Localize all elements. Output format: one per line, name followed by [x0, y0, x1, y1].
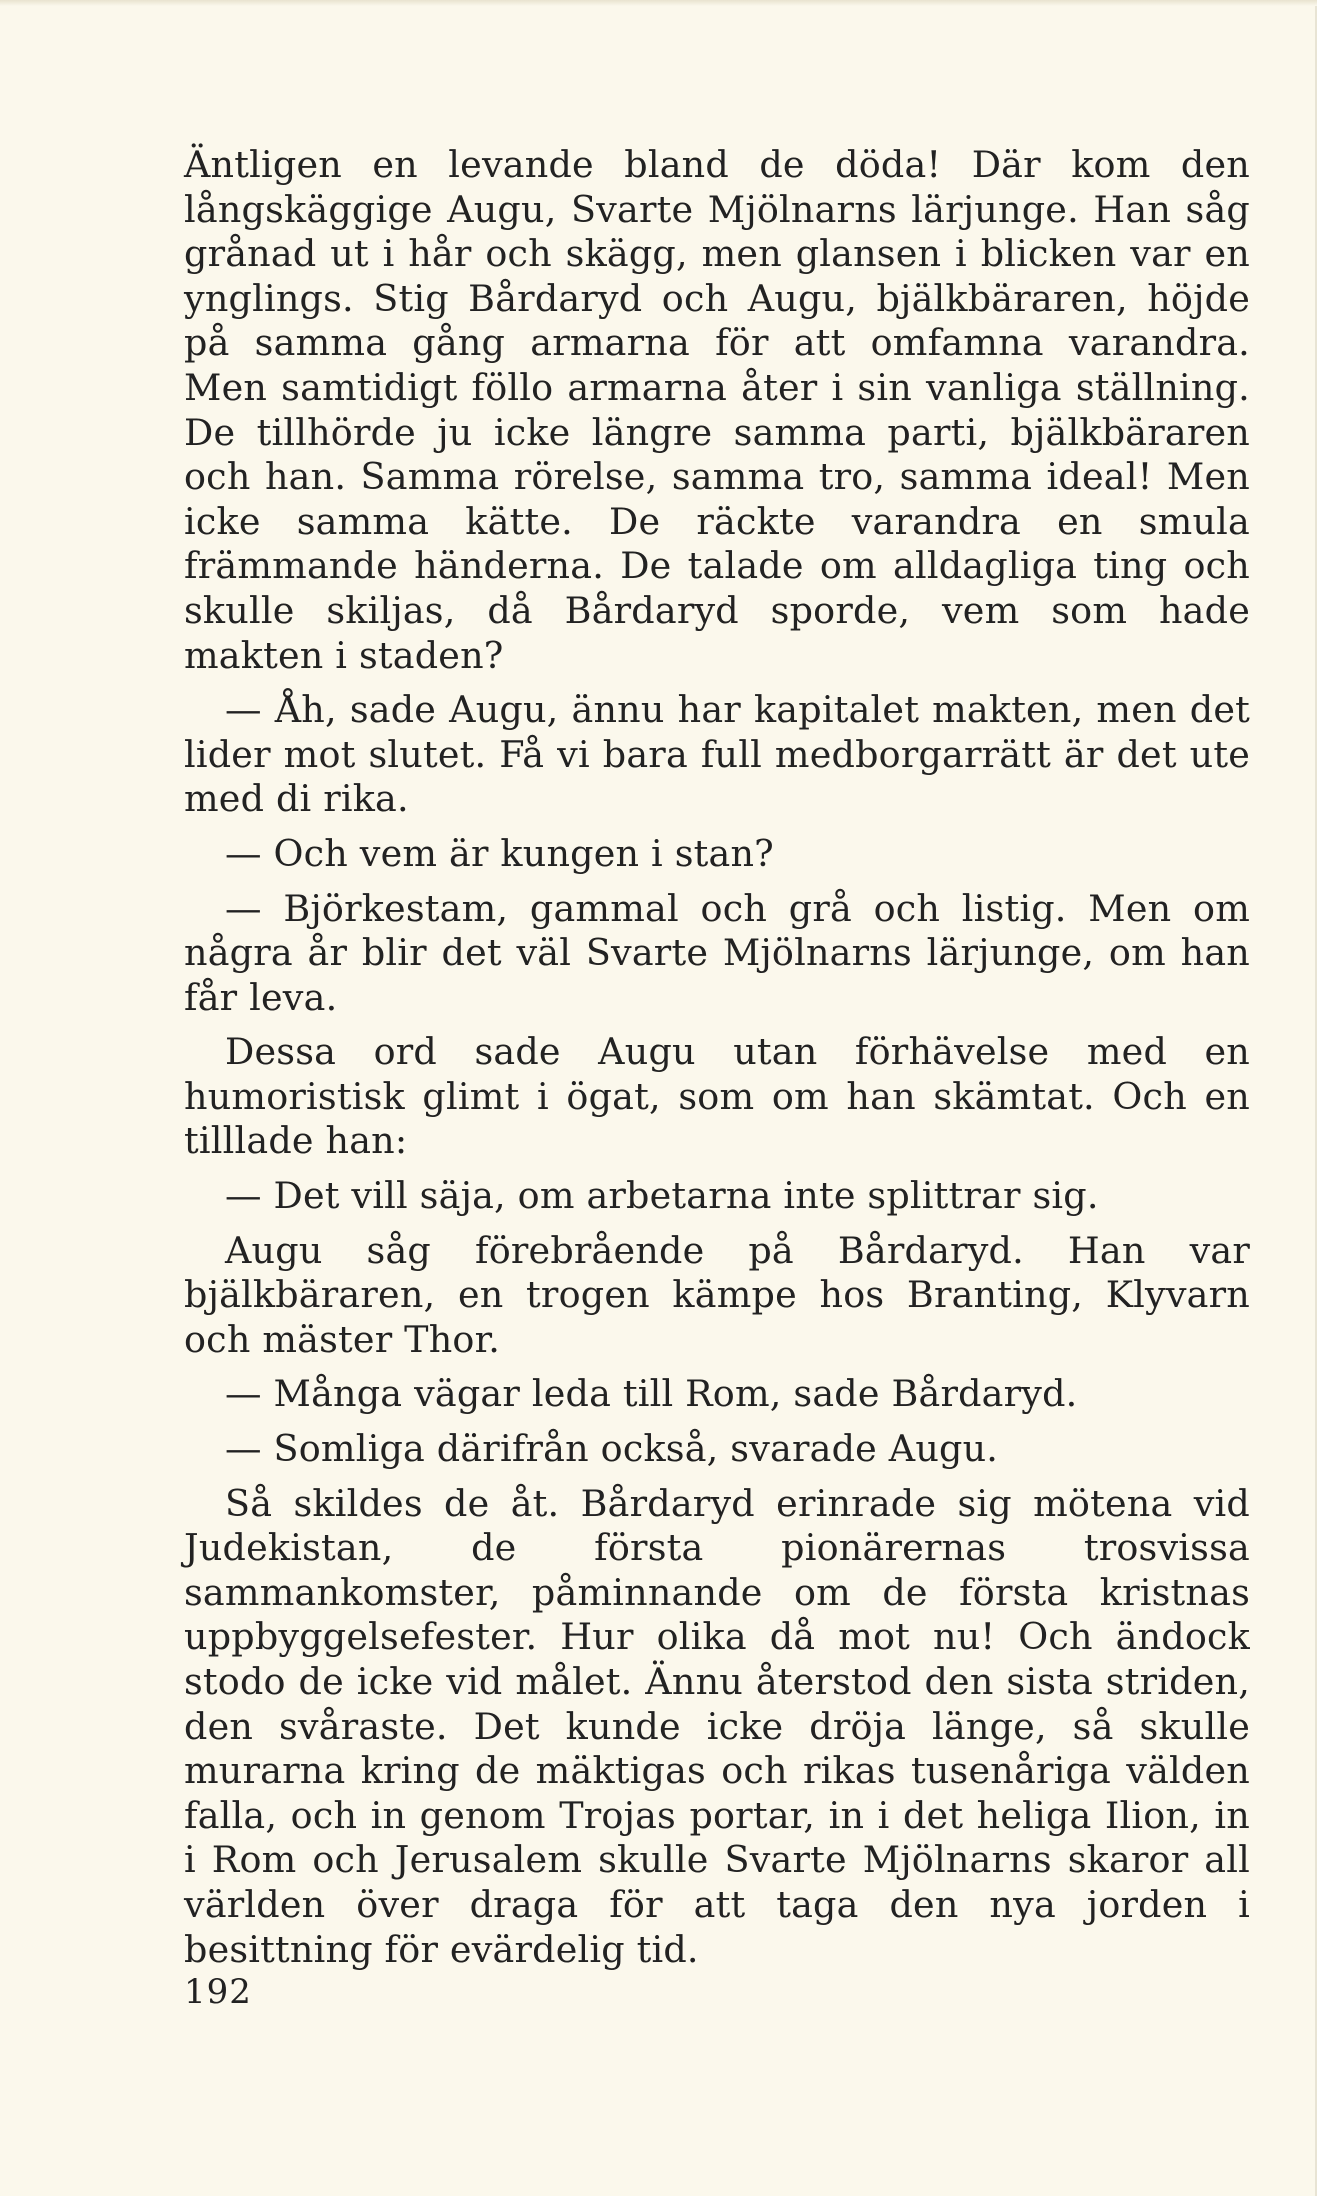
- paragraph-5: Dessa ord sade Augu utan förhävelse med en humoristisk glimt i ögat, som om han skämtat. Och en tilllade han:: [184, 1030, 1250, 1163]
- paragraph-4: — Björkestam, gammal och grå och listig. Men om några år blir det väl Svarte Mjölnarns lärjunge, om han får leva.: [184, 886, 1250, 1019]
- paragraph-3: — Och vem är kungen i stan?: [225, 831, 774, 875]
- body-text: [184, 143, 1250, 1982]
- paragraph-2: — Åh, sade Augu, ännu har kapitalet makten, men det lider mot slutet. Få vi bara full medborgarrätt är det ute med di rika.: [184, 688, 1250, 821]
- page-top-edge: [0, 0, 1317, 6]
- paragraph-6: — Det vill säja, om arbetarna inte splittrar sig.: [225, 1174, 1099, 1218]
- paragraph-1: Äntligen en levande bland de döda! Där kom den långskäggige Augu, Svarte Mjölnarns lärjunge. Han såg grånad ut i hår och skägg, men glansen i blicken var en ynglings. Stig Bårdaryd och Augu, bjälkbäraren, höjde på samma gång armarna för att omfamna varandra. Men samtidigt föllo armarna åter i sin vanliga ställning. De tillhörde ju icke längre samma parti, bjälkbäraren och han. Samma rörelse, samma tro, samma ideal! Men icke samma kätte. De räckte varandra en smula främmande händerna. De talade om alldagliga ting och skulle skiljas, då Bårdaryd sporde, vem som hade makten i staden?: [184, 143, 1250, 677]
- page-number: 192: [184, 1972, 252, 2012]
- paragraph-8: — Många vägar leda till Rom, sade Bårdaryd.: [225, 1372, 1078, 1416]
- paragraph-9: — Somliga därifrån också, svarade Augu.: [225, 1427, 999, 1471]
- paragraph-7: Augu såg förebrående på Bårdaryd. Han var bjälkbäraren, en trogen kämpe hos Branting, Klyvarn och mäster Thor.: [184, 1228, 1250, 1361]
- paragraph-10: Så skildes de åt. Bårdaryd erinrade sig mötena vid Judekistan, de första pionärernas trosvissa sammankomster, påminnande om de första kristnas uppbyggelsefester. Hur olika då mot nu! Och ändock stodo de icke vid målet. Ännu återstod den sista striden, den svåraste. Det kunde icke dröja länge, så skulle murarna kring de mäktigas och rikas tusenåriga välden falla, och in genom Trojas portar, in i det heliga Ilion, in i Rom och Jerusalem skulle Svarte Mjölnarns skaror all världen över draga för att taga den nya jorden i besittning för evärdelig tid.: [184, 1481, 1250, 1971]
